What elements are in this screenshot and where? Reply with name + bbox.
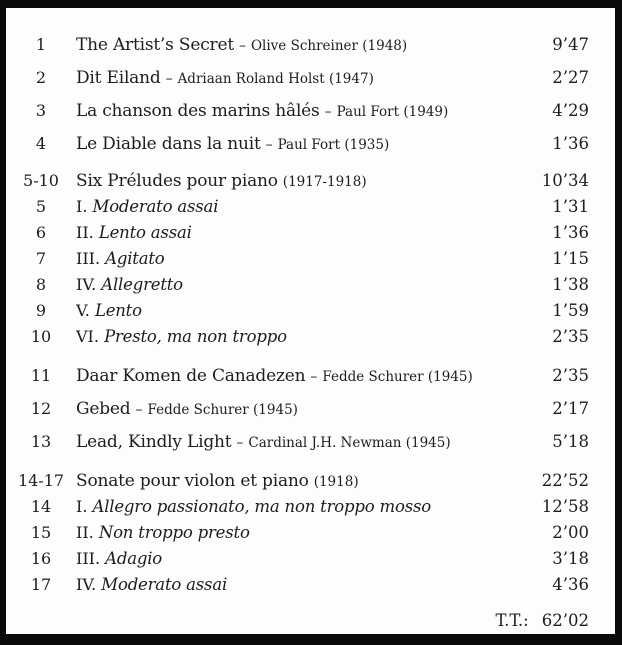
movement-number: 16	[30, 549, 52, 568]
movement-duration: 1’36	[552, 223, 589, 242]
movement-title: Allegretto	[101, 275, 183, 294]
title-credit-separator: –	[238, 38, 246, 54]
movement-roman-numeral: VI.	[76, 327, 99, 346]
work-title-cell	[76, 468, 534, 495]
track-row	[6, 28, 589, 61]
track-row	[6, 392, 589, 425]
track-duration: 5’18	[552, 432, 589, 451]
tracklist	[6, 8, 615, 634]
movement-title: Moderato assai	[101, 575, 228, 594]
movement-title: Lento assai	[98, 223, 192, 242]
total-time-row	[6, 608, 589, 634]
movement-title-cell	[76, 194, 544, 220]
track-duration: 4’29	[552, 101, 589, 120]
track-title-cell	[76, 359, 544, 394]
movement-row	[6, 298, 589, 324]
title-credit-separator: –	[236, 435, 244, 451]
track-row	[6, 61, 589, 94]
track-title-cell	[76, 425, 544, 460]
movement-number: 14	[30, 497, 52, 516]
movement-title-cell	[76, 494, 534, 520]
movement-title: Allegro passionato, ma non troppo mosso	[92, 497, 431, 516]
movement-duration: 1’38	[552, 275, 589, 294]
track-title-cell	[76, 28, 544, 63]
track-duration: 9’47	[552, 35, 589, 54]
movement-duration: 12’58	[541, 497, 589, 516]
track-number: 2	[35, 68, 47, 87]
track-number: 3	[35, 101, 47, 120]
track-number: 1	[35, 35, 47, 54]
movement-roman-numeral: IV.	[76, 575, 97, 594]
track-credit: Adriaan Roland Holst (1947)	[177, 71, 374, 87]
work-row	[6, 168, 589, 194]
track-row	[6, 359, 589, 392]
title-credit-separator: –	[265, 137, 273, 153]
total-time-label: T.T.:	[495, 611, 529, 630]
movement-row	[6, 220, 589, 246]
movement-title: Moderato assai	[92, 197, 219, 216]
movement-roman-numeral: I.	[76, 497, 88, 516]
track-title: Daar Komen de Canadezen	[76, 366, 306, 386]
section-gap	[6, 350, 589, 359]
work-row	[6, 468, 589, 494]
movement-number: 9	[35, 301, 47, 320]
movement-row	[6, 572, 589, 598]
title-credit-separator: –	[165, 71, 173, 87]
track-credit: Paul Fort (1949)	[336, 104, 449, 120]
movement-row	[6, 520, 589, 546]
movement-row	[6, 194, 589, 220]
movement-row	[6, 272, 589, 298]
movement-roman-numeral: IV.	[76, 275, 97, 294]
work-duration: 10’34	[541, 171, 589, 190]
movement-title-cell	[76, 246, 544, 272]
movement-roman-numeral: II.	[76, 523, 94, 542]
track-credit: Cardinal J.H. Newman (1945)	[248, 435, 451, 451]
work-title: Six Préludes pour piano	[76, 171, 278, 191]
movement-title-cell	[76, 298, 544, 324]
movement-title-cell	[76, 520, 544, 546]
movement-row	[6, 246, 589, 272]
work-year: (1918)	[313, 474, 359, 490]
movement-roman-numeral: I.	[76, 197, 88, 216]
work-year: (1917-1918)	[282, 174, 367, 190]
track-credit: Olive Schreiner (1948)	[250, 38, 408, 54]
movement-number: 15	[30, 523, 52, 542]
movement-duration: 1’59	[552, 301, 589, 320]
movement-title: Non troppo presto	[98, 523, 250, 542]
track-duration: 2’17	[552, 399, 589, 418]
work-duration: 22’52	[541, 471, 589, 490]
track-credit: Paul Fort (1935)	[277, 137, 390, 153]
section-gap	[6, 598, 589, 608]
track-title-cell	[76, 94, 544, 129]
track-title: Le Diable dans la nuit	[76, 134, 261, 154]
movement-number: 17	[30, 575, 52, 594]
track-duration: 2’35	[552, 366, 589, 385]
movement-roman-numeral: III.	[76, 549, 101, 568]
work-number: 5-10	[23, 171, 59, 190]
movement-row	[6, 324, 589, 350]
movement-title-cell	[76, 324, 544, 350]
title-credit-separator: –	[324, 104, 332, 120]
work-title: Sonate pour violon et piano	[76, 471, 309, 491]
work-number: 14-17	[17, 471, 65, 490]
movement-duration: 4’36	[552, 575, 589, 594]
movement-title: Adagio	[105, 549, 163, 568]
movement-duration: 1’15	[552, 249, 589, 268]
movement-number: 10	[30, 327, 52, 346]
track-title-cell	[76, 392, 544, 427]
track-duration: 1’36	[552, 134, 589, 153]
track-credit: Fedde Schurer (1945)	[147, 402, 298, 418]
movement-duration: 2’35	[552, 327, 589, 346]
movement-title-cell	[76, 220, 544, 246]
track-credit: Fedde Schurer (1945)	[322, 369, 473, 385]
movement-number: 5	[35, 197, 47, 216]
track-number: 11	[30, 366, 52, 385]
work-title-cell	[76, 168, 534, 195]
movement-title: Agitato	[105, 249, 165, 268]
track-row	[6, 94, 589, 127]
track-number: 12	[30, 399, 52, 418]
movement-row	[6, 494, 589, 520]
track-title: Gebed	[76, 399, 131, 419]
track-title: The Artist’s Secret	[76, 35, 234, 55]
movement-title: Presto, ma non troppo	[104, 327, 287, 346]
track-duration: 2’27	[552, 68, 589, 87]
movement-duration: 2’00	[552, 523, 589, 542]
movement-roman-numeral: III.	[76, 249, 101, 268]
track-row	[6, 425, 589, 458]
title-credit-separator: –	[135, 402, 143, 418]
movement-number: 6	[35, 223, 47, 242]
title-credit-separator: –	[310, 369, 318, 385]
track-title: Dit Eiland	[76, 68, 161, 88]
track-title-cell	[76, 127, 544, 162]
movement-title-cell	[76, 546, 544, 572]
track-title-cell	[76, 61, 544, 96]
total-time-value: 62’02	[541, 611, 589, 630]
movement-roman-numeral: II.	[76, 223, 94, 242]
track-title: Lead, Kindly Light	[76, 432, 232, 452]
track-number: 13	[30, 432, 52, 451]
track-number: 4	[35, 134, 47, 153]
movement-title: Lento	[94, 301, 142, 320]
movement-roman-numeral: V.	[76, 301, 90, 320]
movement-title-cell	[76, 272, 544, 298]
movement-duration: 3’18	[552, 549, 589, 568]
movement-number: 8	[35, 275, 47, 294]
track-row	[6, 127, 589, 160]
movement-row	[6, 546, 589, 572]
movement-title-cell	[76, 572, 544, 598]
movement-duration: 1’31	[552, 197, 589, 216]
movement-number: 7	[35, 249, 47, 268]
track-title: La chanson des marins hâlés	[76, 101, 320, 121]
